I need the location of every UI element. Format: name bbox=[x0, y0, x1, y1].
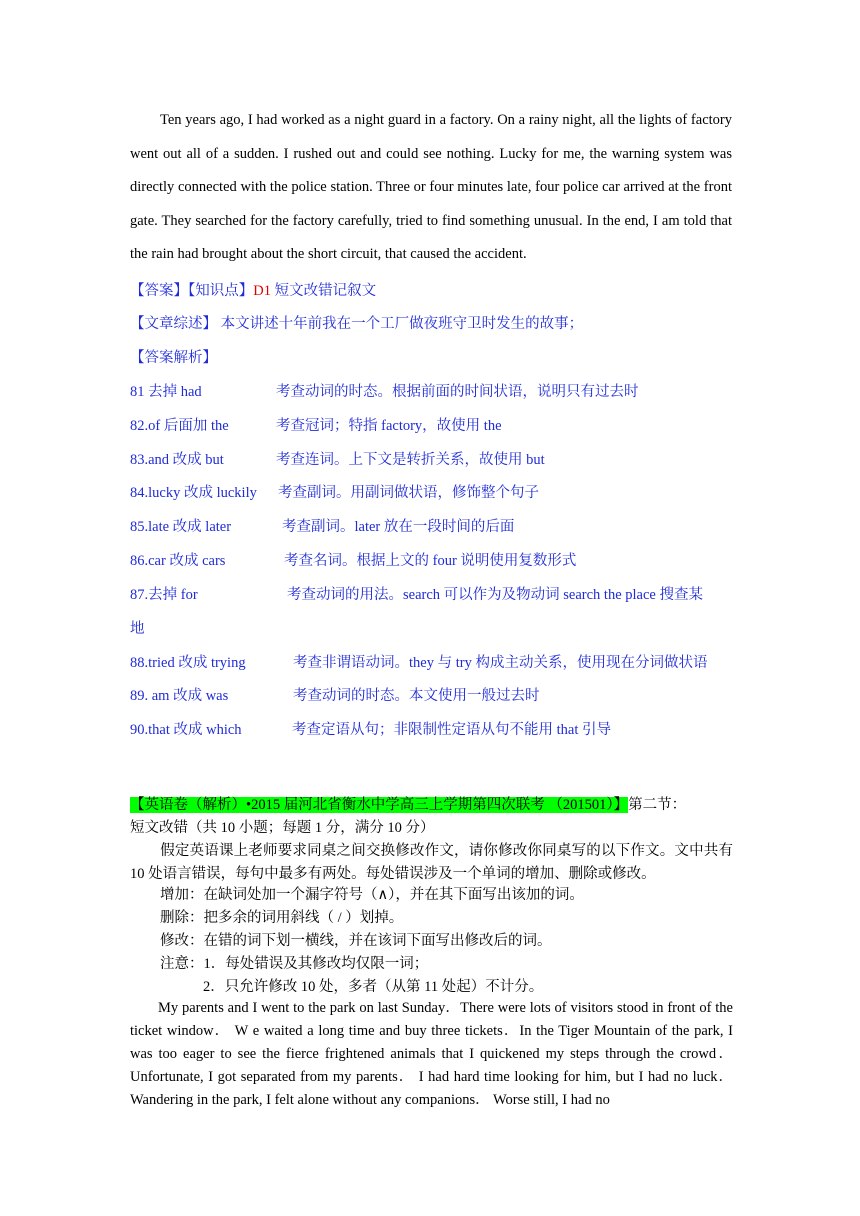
summary-text: 本文讲述十年前我在一个工厂做夜班守卫时发生的故事； bbox=[217, 316, 584, 332]
instruction bbox=[130, 840, 733, 886]
article-summary bbox=[130, 313, 583, 335]
passage-1 bbox=[130, 104, 732, 272]
analysis-label: 【答案解析】 bbox=[130, 350, 217, 366]
answer-text: 87.去掉 for bbox=[130, 587, 198, 603]
rule-modify: 修改：在错的词下划一横线，并在该词下面写出修改后的词。 bbox=[160, 933, 552, 949]
answer-explain: 考查冠词；特指 factory，故使用 the bbox=[276, 418, 502, 434]
answer-text: 84.lucky 改成 luckily bbox=[130, 485, 257, 501]
answer-text: 90.that 改成 which bbox=[130, 722, 242, 738]
answer-explain: 考查动词的用法。search 可以作为及物动词 search the place 搜查某 bbox=[287, 587, 703, 603]
section2-title bbox=[130, 794, 733, 840]
section-title-line2: 短文改错（共 10 小题；每题 1 分，满分 10 分） bbox=[130, 820, 435, 836]
answer-explain: 考查定语从句；非限制性定语从句不能用 that 引导 bbox=[292, 722, 611, 738]
answer-header bbox=[130, 280, 376, 302]
answer-explain: 考查副词。用副词做状语，修饰整个句子 bbox=[278, 485, 539, 501]
passage-1-text: Ten years ago, I had worked as a night guard in a factory. On a rainy night, all the lights of factory went out all of a sudden. I rushed out and could see nothing. Lucky for me, the warning system was directly connected with the police station. Three or four minutes late, four police car arrived at the front gate. They searched for the factory carefully, tried to find something unusual. In the end, I am told that the rain had brought about the short circuit, that caused the accident. bbox=[130, 112, 732, 263]
answer-explain-continued: 地 bbox=[130, 621, 145, 637]
note-1: 注意：1．每处错误及其修改均仅限一词； bbox=[160, 956, 429, 972]
answer-text: 82.of 后面加 the bbox=[130, 418, 229, 434]
answer-text: 83.and 改成 but bbox=[130, 452, 224, 468]
answer-explain: 考查名词。根据上文的 four 说明使用复数形式 bbox=[284, 553, 577, 569]
passage-2 bbox=[130, 997, 733, 1112]
answer-text: 86.car 改成 cars bbox=[130, 553, 226, 569]
answer-text: 88.tried 改成 trying bbox=[130, 655, 246, 671]
answer-explain: 考查副词。later 放在一段时间的后面 bbox=[282, 519, 515, 535]
knowledge-code: D1 bbox=[253, 283, 271, 299]
summary-label: 【文章综述】 bbox=[130, 316, 217, 332]
note-2: 2．只允许修改 10 处，多者（从第 11 处起）不计分。 bbox=[203, 979, 544, 995]
instruction-text: 假定英语课上老师要求同桌之间交换修改作文，请你修改你同桌写的以下作文。文中共有 10 处语言错误，每句中最多有两处。每处错误涉及一个单词的增加、删除或修改。 bbox=[130, 843, 733, 882]
section-title: 第二节： bbox=[628, 797, 687, 813]
answer-explain: 考查动词的时态。根据前面的时间状语，说明只有过去时 bbox=[276, 384, 639, 400]
source-highlight: 【英语卷（解析）•2015 届河北省衡水中学高三上学期第四次联考 （201501）】 bbox=[130, 797, 629, 813]
answer-explain: 考查非谓语动词。they 与 try 构成主动关系，使用现在分词做状语 bbox=[293, 655, 708, 671]
answer-label: 【答案】 bbox=[130, 283, 188, 299]
answer-explain: 考查连词。上下文是转折关系，故使用 but bbox=[276, 452, 545, 468]
answer-text: 89. am 改成 was bbox=[130, 688, 229, 704]
answer-explain: 考查动词的时态。本文使用一般过去时 bbox=[293, 688, 540, 704]
passage-2-text: My parents and I went to the park on last Sunday．There were lots of visitors stood in front of the ticket window． W e waited a long time and buy three tickets．In the Tiger Mountain of the park, I was too eager to see the fierce frightened animals that I quickened my steps through the crowd． Unfortunate, I got separated from my parents． I had hard time looking for him, but I had no luck．Wandering in the park, I felt alone without any companions． Worse still, I had no bbox=[130, 1000, 733, 1108]
rule-add: 增加：在缺词处加一个漏字符号（∧），并在其下面写出该加的词。 bbox=[160, 887, 584, 903]
answer-text: 85.late 改成 later bbox=[130, 519, 232, 535]
knowledge-topic: 短文改错记叙文 bbox=[270, 283, 377, 299]
rule-delete: 删除：把多余的词用斜线（ / ）划掉。 bbox=[160, 910, 404, 926]
answer-text: 81 去掉 had bbox=[130, 384, 202, 400]
knowledge-label: 【知识点】 bbox=[188, 283, 254, 299]
